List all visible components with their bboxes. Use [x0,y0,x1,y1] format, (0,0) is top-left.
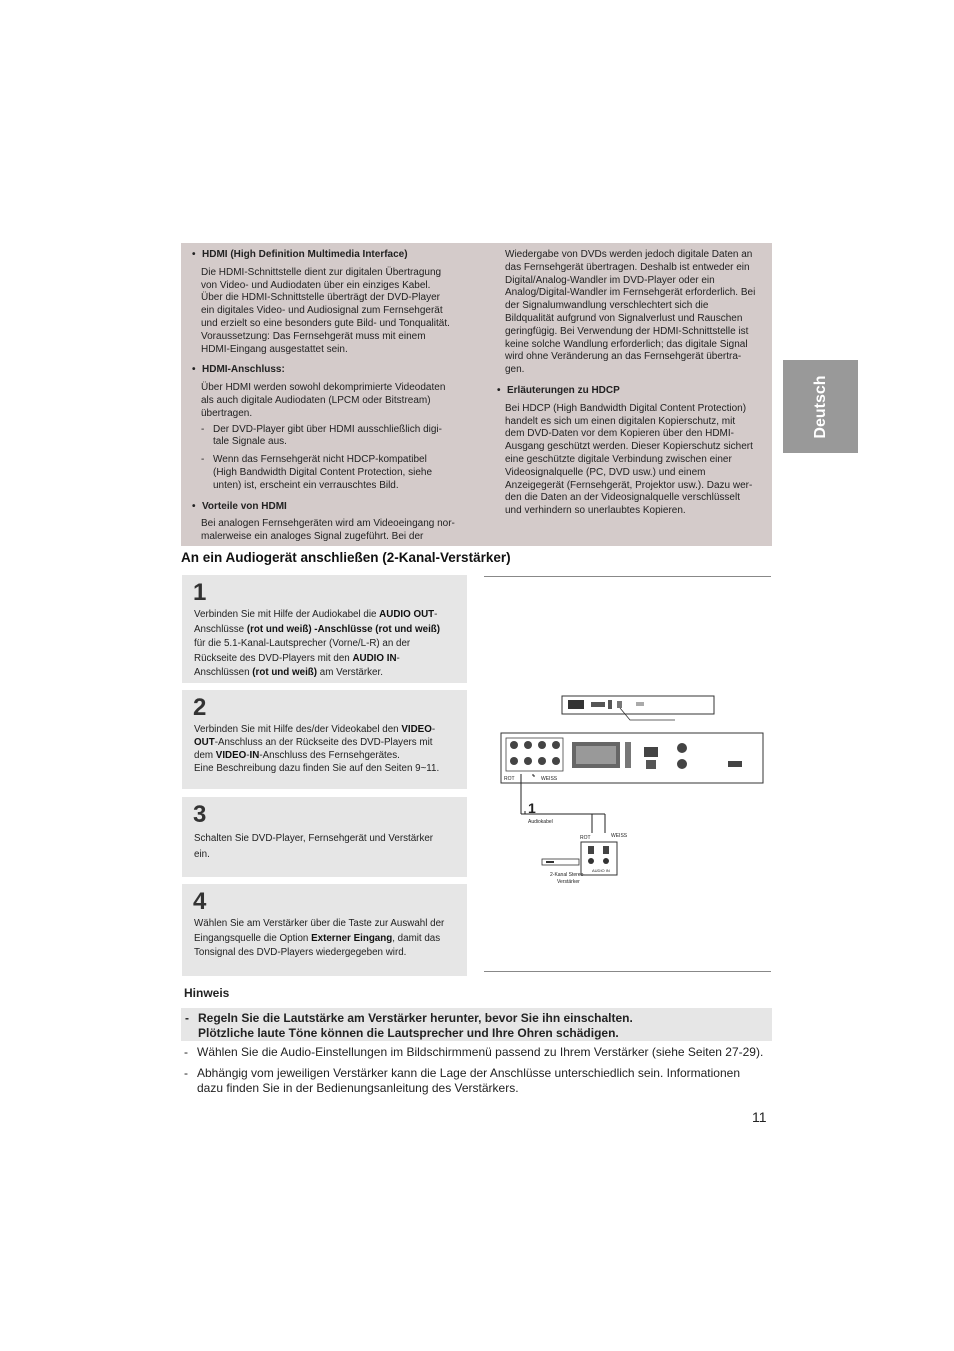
step-4 [182,884,467,976]
step-bold-run: AUDIO OUT [379,609,435,620]
label-audio-in: AUDIO IN [592,868,610,873]
info-paragraph-vorteile [192,518,462,544]
step-bold-run: (rot und weiß) [252,667,318,678]
step-run: - [246,750,250,761]
text-line: übertragen. [201,407,253,419]
text-line: unten) ist, erscheint ein verrauschtes Bild. [213,479,399,491]
step-text [194,917,460,961]
note-line: Abhängig vom jeweiligen Verstärker kann die Lage der Anschlüsse unterschiedlich sein. Informationen [197,1066,740,1080]
step-run: Wählen Sie am Verstärker über die Taste zur Auswahl der [194,918,445,929]
text-line: HDMI-Eingang ausgestattet sein. [201,343,348,355]
step-run: ein. [194,849,210,860]
step-run: Verbinden Sie mit Hilfe des/der Videokabel den [194,724,402,735]
text-line: das Fernsehgerät übertragen. Deshalb ist entweder ein [505,261,750,273]
warning-line: Plötzliche laute Töne können die Lautsprecher und Ihre Ohren schädigen. [198,1025,619,1040]
info-column-left [192,249,462,544]
step-line [194,736,460,749]
dvd-player-top-icon [562,696,714,720]
text-line: Anzeigegerät (Fernsehgerät, Projektor usw.). Dazu wer- [505,479,753,491]
warning-text: - Regeln Sie die Lautstärke am Verstärker herunter, bevor Sie ihn einschalten. Plötzliche laute Töne können die Lautsprecher und Ihre Ohren schädigen. [185,1011,633,1040]
step-text [194,608,460,681]
step-number: 3 [193,801,207,828]
step-run: -Anschluss an der Rückseite des DVD-Players mit [214,737,433,748]
step-run: - [434,609,438,620]
step-text [194,723,460,775]
step-bold-run: OUT [194,737,215,748]
info-heading-hdcp: • Erläuterungen zu HDCP [497,385,763,398]
step-number: 1 [193,579,207,606]
text-line: Über HDMI werden sowohl dekomprimierte Videodaten [201,382,446,394]
step-bold-run: VIDEO [215,750,247,761]
text-line: tale Signale aus. [213,436,287,448]
step-run: am Verstärker. [317,667,383,678]
text-line: Die HDMI-Schnittstelle dient zur digitalen Übertragung [201,266,442,278]
text-line: als auch digitale Audiodaten (LPCM oder Bitstream) [201,394,431,406]
text-line: Voraussetzung: Das Fernsehgerät muss mit einem [201,330,426,342]
step-line [194,666,460,681]
text-line: handelt es sich um einen digitalen Kopierschutz, mit [505,415,736,427]
text-line: Bei HDCP (High Bandwidth Digital Content Protection) [505,402,747,414]
text-line: - Wenn das Fernsehgerät nicht HDCP-kompatibel [213,454,427,466]
info-paragraph-hdmi-anschluss [192,382,462,420]
text-line: gen. [505,364,525,376]
text-line: ein digitales Video- und Audiosignal zum Fernsehgerät [201,305,443,317]
step-bold-run: Externer Eingang [311,932,393,944]
text-line: und verhindern so unerlaubtes Kopieren. [505,505,686,517]
label-rot-bottom: ROT [580,835,591,841]
hinweis-heading: Hinweis [184,986,230,1000]
info-box [181,243,772,546]
step-bold-run: AUDIO IN [352,652,397,664]
connection-diagram [495,690,770,890]
step-run: , damit das [392,932,441,944]
text-line: Über die HDMI-Schnittstelle überträgt der DVD-Player [201,292,440,304]
step-run: für die 5.1-Kanal-Lautsprecher (Vorne/L-R) an der [194,638,411,649]
step-run: Anschlüsse [194,623,247,635]
info-heading-hdmi: • HDMI (High Definition Multimedia Interface) [192,249,462,262]
label-weiss-bottom: WEISS [611,833,628,839]
step-bold-run: VIDEO [401,724,432,735]
step-1 [182,575,467,683]
step-line [194,946,460,961]
text-line: malerweise ein analoges Signal zugeführt. Bei der [201,531,424,543]
text-line: Wiedergabe von DVDs werden jedoch digitale Daten an [505,249,753,260]
text-line: keine solche Wandlung erforderlich; das digitale Signal [505,338,748,350]
info-dash-item [192,424,462,450]
step-run: - [396,652,400,664]
text-line: Bei analogen Fernsehgeräten wird am Videoeingang nor- [201,518,455,530]
step-run: Tonsignal des DVD-Players wiedergegeben wird. [194,947,407,958]
text-line: Analog/Digital-Wandler im Fernsehgerät erforderlich. Bei [505,287,756,299]
text-line: Videosignalquelle (PC, DVD usw.) und einem [505,466,706,478]
step-marker: 1 [528,800,536,816]
step-line [194,723,460,736]
text-line: Ausgang geschützt werden. Dieser Kopierschutz sichert [505,441,753,453]
text-line: den die Daten an der Videosignalquelle verschlüsselt [505,492,740,504]
step-run: Anschlüssen [194,667,253,678]
step-run: - [431,724,436,735]
text-line: (High Bandwidth Digital Content Protection, siehe [213,466,433,478]
text-line: geringfügig. Bei Verwendung der HDMI-Schnittstelle ist [505,325,749,337]
text-line: - Der DVD-Player gibt über HDMI ausschließlich digi- [213,423,442,435]
label-weiss-top: WEISS [541,776,558,782]
step-number: 4 [193,888,207,915]
label-rot-top: ROT [504,776,515,782]
step-bold-run: IN [249,750,260,761]
page-number: 11 [752,1109,767,1125]
step-line [194,608,460,623]
step-run: -Anschluss des Fernsehgerätes. [259,750,400,761]
language-tab [783,360,858,453]
step-run: Rückseite des DVD-Players mit den [194,652,353,664]
step-line [194,652,460,667]
step-line [194,831,460,847]
note-item: - Abhängig vom jeweiligen Verstärker kann die Lage der Anschlüsse unterschiedlich sein. Informationen dazu finden Sie in der Bedienungsanleitung des Verstärkers. [184,1066,774,1095]
label-audiokabel: Audiokabel [528,819,553,825]
text-line: von Video- und Audiodaten über ein einziges Kabel. [201,279,431,291]
step-3 [182,797,467,877]
step-line [194,847,460,863]
text-line: der Signalumwandlung verschlechtert sich die [505,300,709,312]
info-heading-vorteile: • Vorteile von HDMI [192,501,462,514]
text-line: wird ohne Veränderung an das Fernsehgerät übertra- [505,351,742,363]
text-line: Digital/Analog-Wandler im DVD-Player oder ein [505,274,715,286]
language-tab-label: Deutsch [811,374,829,439]
text-line: Bildqualität aufgrund von Signalverlust und Rauschen [505,312,743,324]
divider-bottom [484,971,771,972]
step-bold-run: (rot und weiß) -Anschlüsse (rot und weiß) [246,623,441,635]
warning-line: Regeln Sie die Lautstärke am Verstärker herunter, bevor Sie ihn einschalten. [198,1011,633,1025]
step-text [194,831,460,863]
info-column-right [505,249,763,518]
step-line [194,623,460,638]
step-line [194,749,460,762]
warning-box [181,1008,772,1041]
text-line: eine geschützte digitale Verbindung zwischen einer [505,453,732,465]
step-2 [182,690,467,789]
text-line: dem DVD-Daten vor dem Kopieren über den HDMI- [505,428,734,440]
note-item: - Wählen Sie die Audio-Einstellungen im Bildschirmmenü passend zu Ihrem Verstärker (siehe Seiten 27-29). [184,1045,774,1060]
note-line: dazu finden Sie in der Bedienungsanleitung des Verstärkers. [197,1080,519,1095]
step-number: 2 [193,694,207,721]
info-dash-item [192,454,462,492]
step-line [194,637,460,652]
label-amp-1: 2-Kanal Stereo- [550,872,586,878]
info-paragraph-hdmi [192,267,462,357]
note-line: Wählen Sie die Audio-Einstellungen im Bildschirmmenü passend zu Ihrem Verstärker (siehe Seiten 27-29). [197,1045,764,1059]
info-paragraph-vorteile-cont [505,249,763,377]
step-run: dem [194,750,216,761]
step-line [194,762,460,775]
step-line [194,917,460,932]
step-line [194,932,460,947]
section-title: An ein Audiogerät anschließen (2-Kanal-Verstärker) [181,550,511,565]
info-paragraph-hdcp [505,403,763,518]
step-run: Verbinden Sie mit Hilfe der Audiokabel die [194,609,380,620]
info-heading-hdmi-anschluss: • HDMI-Anschluss: [192,364,462,377]
step-run: Eine Beschreibung dazu finden Sie auf den Seiten 9~11. [194,763,440,774]
divider-top [484,576,771,577]
label-amp-2: Verstärker [557,879,580,885]
step-run: Eingangsquelle die Option [194,932,312,944]
text-line: und erzielt so eine besonders gute Bild- und Tonqualität. [201,317,450,329]
step-run: Schalten Sie DVD-Player, Fernsehgerät und Verstärker [194,833,434,844]
